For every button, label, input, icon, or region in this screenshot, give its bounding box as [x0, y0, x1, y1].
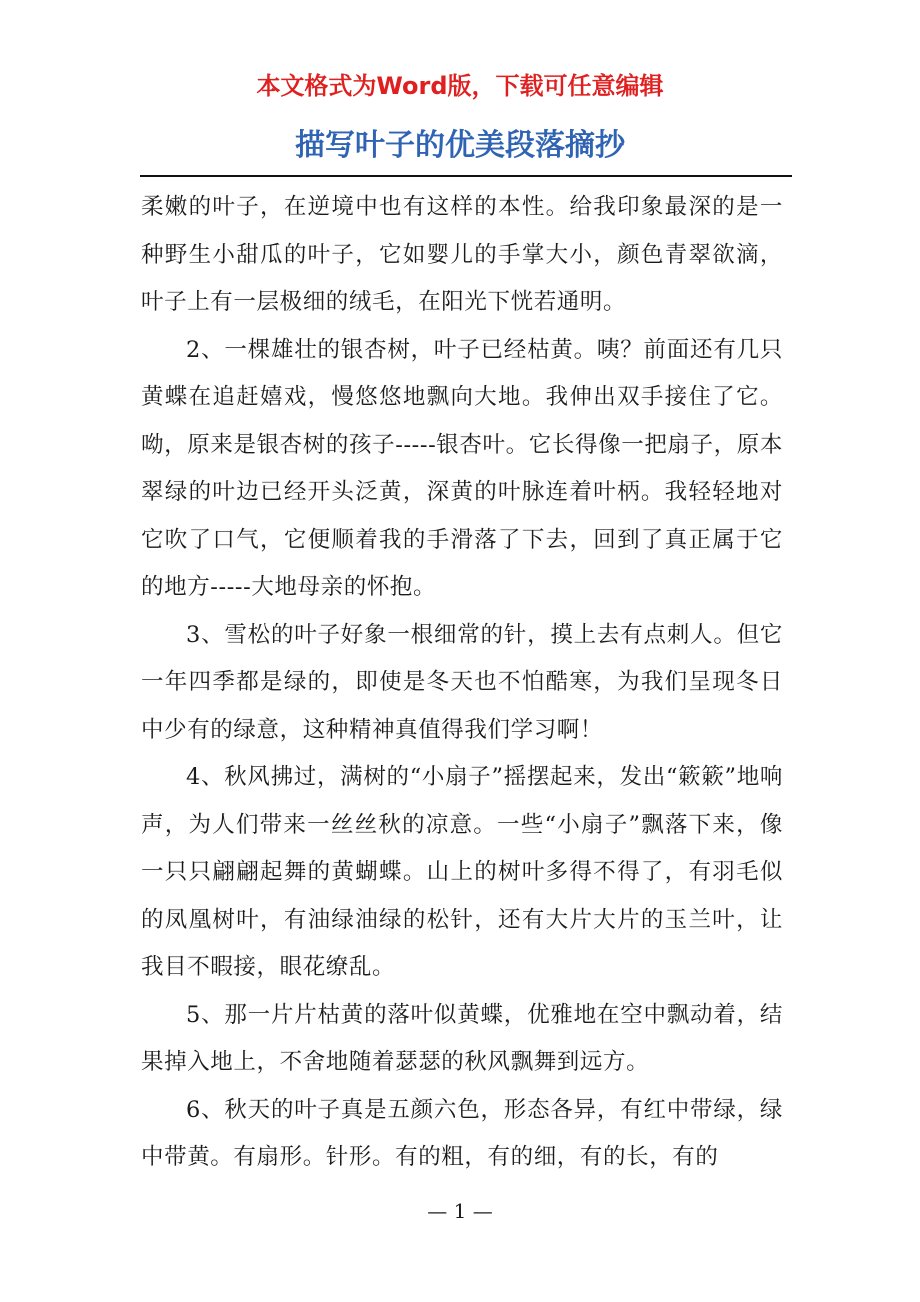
- paragraph: 4、秋风拂过，满树的“小扇子”摇摆起来，发出“簌簌”地响声，为人们带来一丝丝秋的凉意。一些“小扇子”飘落下来，像一只只翩翩起舞的黄蝴蝶。山上的树叶多得不得了，有羽毛似的凤凰树叶，有油绿油绿的松针，还有大片大片的玉兰叶，让我目不暇接，眼花缭乱。: [141, 764, 783, 980]
- paragraph: 5、那一片片枯黄的落叶似黄蝶，优雅地在空中飘动着，结果掉入地上，不舍地随着瑟瑟的秋风飘舞到远方。: [141, 1001, 783, 1075]
- page-title: 描写叶子的优美段落摘抄: [295, 128, 625, 163]
- article-body: [141, 184, 783, 1182]
- paragraph-continued: 柔嫩的叶子，在逆境中也有这样的本性。给我印象最深的是一种野生小甜瓜的叶子，它如婴儿的手掌大小，颜色青翠欲滴，叶子上有一层极细的绒毛，在阳光下恍若通明。: [141, 194, 783, 315]
- format-notice: 本文格式为Word版，下载可任意编辑: [256, 72, 664, 100]
- paragraph: 3、雪松的叶子好象一根细常的针，摸上去有点刺人。但它一年四季都是绿的，即使是冬天也不怕酷寒，为我们呈现冬日中少有的绿意，这种精神真值得我们学习啊！: [141, 621, 783, 743]
- page-number: — 1 —: [427, 1199, 493, 1223]
- paragraph: 2、一棵雄壮的银杏树，叶子已经枯黄。咦？前面还有几只黄蝶在追赶嬉戏，慢悠悠地飘向大地。我伸出双手接住了它。呦，原来是银杏树的孩子-----银杏叶。它长得像一把扇子，原本翠绿的叶边已经开头泛黄，深黄的叶脉连着叶柄。我轻轻地对它吹了口气，它便顺着我的手滑落了下去，回到了真正属于它的地方-----大地母亲的怀抱。: [141, 336, 783, 600]
- header-divider: [140, 175, 792, 177]
- paragraph: 6、秋天的叶子真是五颜六色，形态各异，有红中带绿，绿中带黄。有扇形。针形。有的粗，有的细，有的长，有的: [141, 1096, 783, 1170]
